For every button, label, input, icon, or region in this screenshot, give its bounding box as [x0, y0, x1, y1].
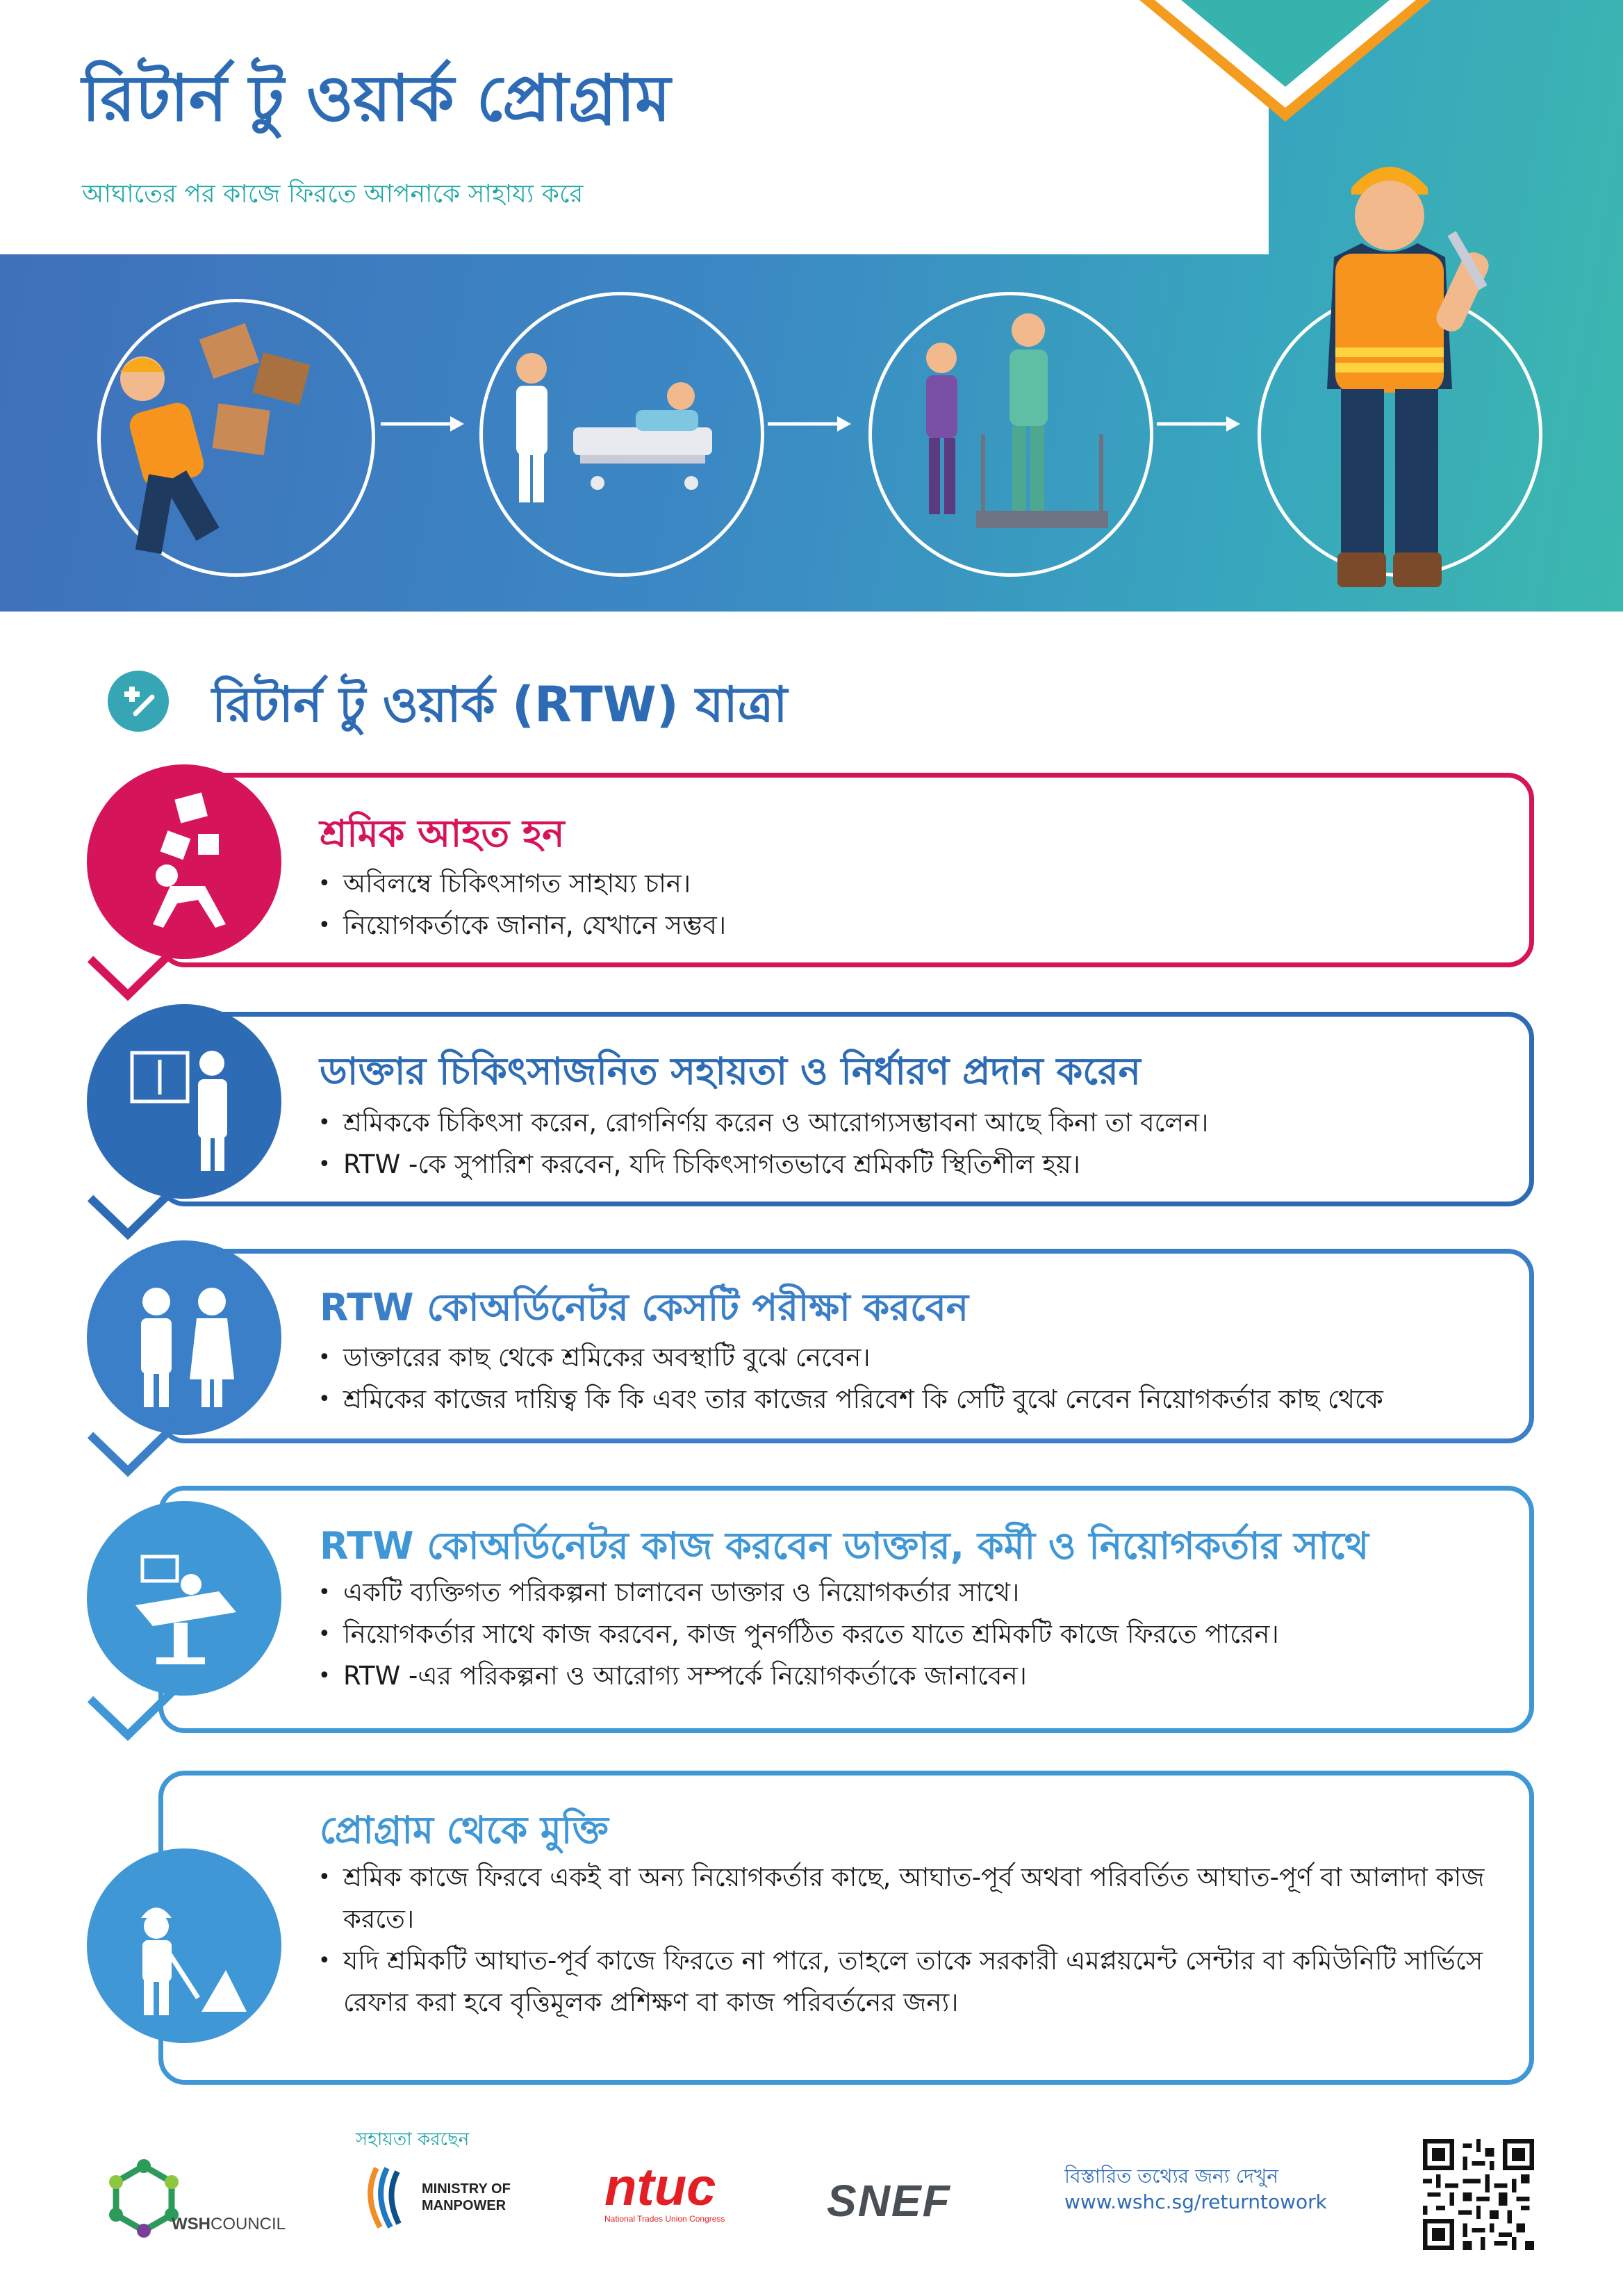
arrow-right-icon [1157, 413, 1240, 434]
mom-line2: MANPOWER [422, 2198, 506, 2213]
therapy-chair-icon [87, 1501, 281, 1696]
doctor-xray-icon [87, 1004, 281, 1199]
journey-circle-treatment [479, 292, 764, 577]
bullet-item: • নিয়োগকর্তার সাথে কাজ করবেন, কাজ পুনর্গঠিত করতে যাতে শ্রমিকটি কাজে ফিরতে পারেন। [318, 1614, 1279, 1655]
falling-worker-illustration [101, 302, 372, 573]
rehabilitation-illustration [872, 295, 1150, 573]
step-bullets [318, 1102, 1208, 1186]
corner-chevron-decoration [1139, 0, 1431, 125]
info-label: বিস্তারিত তথ্যের জন্য দেখুন [1064, 2165, 1278, 2188]
bullet-item: • নিয়োগকর্তাকে জানান, যেখানে সম্ভব। [318, 905, 726, 946]
bullet-item: • যদি শ্রমিকটি আঘাত-পূর্ব কাজে ফিরতে না পারে, তাহলে তাকে সরকারী এমপ্লয়মেন্ট সেন্টার বা কমিউনিটি সার্ভিসে রেফার করা হবে বৃত্তিমূলক প্রশিক্ষণ বা কাজ পরিবর্তনের জন্য। [318, 1940, 1524, 2024]
step-title: RTW কোঅর্ডিনেটর কাজ করবেন ডাক্তার, কর্মী ও নিয়োগকর্তার সাথে [320, 1524, 1369, 1568]
ntuc-logo [604, 2158, 771, 2231]
medical-tools-icon [108, 671, 169, 732]
bullet-item: • অবিলম্বে চিকিৎসাগত সাহায্য চান। [318, 863, 726, 905]
step-title: RTW কোঅর্ডিনেটর কেসটি পরীক্ষা করবেন [320, 1286, 969, 1329]
bullet-item: • শ্রমিকের কাজের দায়িত্ব কি কি এবং তার কাজের পরিবেশ কি সেটি বুঝে নেবেন নিয়োগকর্তার কাছ থেকে [318, 1379, 1383, 1420]
snef-wordmark: SNEF [827, 2176, 951, 2226]
recovered-worker-illustration [1292, 139, 1515, 598]
bullet-item: • RTW -কে সুপারিশ করবেন, যদি চিকিৎসাগতভাবে শ্রমিকটি স্থিতিশীল হয়। [318, 1144, 1208, 1186]
sponsor-label: সহায়তা করছেন [356, 2129, 470, 2150]
page-title: রিটার্ন টু ওয়ার্ক প্রোগ্রাম [82, 61, 671, 136]
bullet-item: • একটি ব্যক্তিগত পরিকল্পনা চালাবেন ডাক্তার ও নিয়োগকর্তার সাথে। [318, 1572, 1279, 1614]
wsh-council-logo [106, 2158, 314, 2241]
mom-logo [356, 2161, 543, 2231]
wsh-hexagon-icon [106, 2158, 182, 2241]
wsh-suffix: COUNCIL [211, 2215, 286, 2233]
page-subtitle: আঘাতের পর কাজে ফিরতে আপনাকে সাহায্য করে [82, 180, 584, 208]
mom-line1: MINISTRY OF [422, 2181, 511, 2197]
step-bullets [318, 863, 726, 946]
ntuc-tagline: National Trades Union Congress [604, 2214, 725, 2224]
step-bullets [318, 1857, 1524, 2024]
mom-swirl-icon [356, 2161, 415, 2231]
journey-circle-rehab [868, 292, 1153, 577]
injured-worker-icon [87, 764, 281, 959]
step-title: শ্রমিক আহত হন [320, 812, 565, 855]
qr-code-icon[interactable] [1423, 2139, 1534, 2250]
coordinator-icon [87, 1240, 281, 1435]
bullet-item: • ডাক্তারের কাছ থেকে শ্রমিকের অবস্থাটি বুঝে নেবেন। [318, 1337, 1383, 1379]
info-link[interactable]: www.wshc.sg/returntowork [1064, 2190, 1327, 2213]
checkmark-icon [85, 1671, 189, 1748]
checkmark-icon [85, 1170, 189, 1247]
step-bullets [318, 1572, 1279, 1697]
checkmark-icon [85, 931, 189, 1008]
worker-shovel-icon [87, 1848, 281, 2043]
bullet-item: • RTW -এর পরিকল্পনা ও আরোগ্য সম্পর্কে নিয়োগকর্তাকে জানাবেন। [318, 1655, 1279, 1697]
arrow-right-icon [381, 413, 464, 434]
wsh-prefix: WSH [172, 2215, 211, 2233]
step-title: ডাক্তার চিকিৎসাজনিত সহায়তা ও নির্ধারণ প্রদান করেন [320, 1049, 1141, 1093]
checkmark-icon [85, 1407, 189, 1484]
snef-logo [827, 2175, 951, 2227]
ntuc-wordmark: ntuc [604, 2158, 716, 2217]
arrow-right-icon [768, 413, 851, 434]
bullet-item: • শ্রমিককে চিকিৎসা করেন, রোগনির্ণয় করেন ও আরোগ্যসম্ভাবনা আছে কিনা তা বলেন। [318, 1102, 1208, 1144]
journey-circle-injury [97, 299, 375, 577]
bullet-item: • শ্রমিক কাজে ফিরবে একই বা অন্য নিয়োগকর্তার কাছে, আঘাত-পূর্ব অথবা পরিবর্তিত আঘাত-পূর্ণ বা আলাদা কাজ করতে। [318, 1857, 1524, 1940]
step-title: প্রোগ্রাম থেকে মুক্তি [320, 1808, 609, 1852]
doctor-patient-illustration [483, 295, 761, 573]
step-bullets [318, 1337, 1383, 1420]
section-title: রিটার্ন টু ওয়ার্ক (RTW) যাত্রা [212, 676, 788, 733]
